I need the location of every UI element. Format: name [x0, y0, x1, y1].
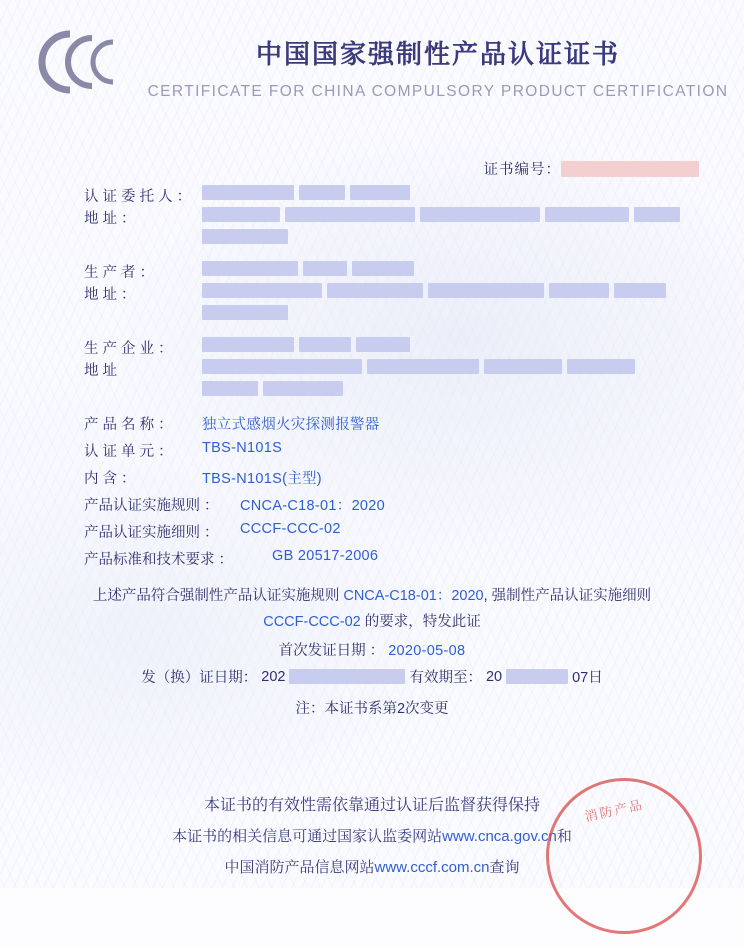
- field-value-applicant-redacted: [202, 185, 410, 200]
- field-row-rule: [0, 494, 744, 515]
- footer-line-validity: 本证书的有效性需依靠通过认证后监督获得保持: [203, 797, 540, 814]
- title-english: CERTIFICATE FOR CHINA COMPULSORY PRODUCT CERTIFICATION: [147, 83, 729, 100]
- field-row-manufacturer-address-cont: [0, 305, 744, 326]
- field-label-factory: 生 产 企 业 ：: [84, 341, 173, 357]
- field-row-contains: [0, 467, 744, 488]
- field-value-factory-address-redacted: [202, 359, 635, 374]
- field-value-product-name: 独立式感烟火灾探测报警器: [202, 417, 380, 433]
- field-label-standard: 产品标准和技术要求 ：: [84, 552, 234, 568]
- field-list: [0, 185, 744, 718]
- issue-date-label: 发（换）证日期：: [141, 670, 258, 686]
- validity-redacted: [506, 669, 568, 684]
- validity-label: 有效期至：: [409, 670, 482, 686]
- field-label-factory-address: 地 址: [84, 363, 118, 379]
- field-label-product-name: 产 品 名 称 ：: [84, 417, 173, 433]
- field-label-applicant: 认 证 委 托 人 ：: [84, 189, 192, 205]
- field-row-manufacturer-address: [0, 283, 744, 304]
- statement-line1-post: , 强制性产品认证实施细则: [483, 588, 652, 604]
- issue-validity-row: [0, 666, 744, 687]
- first-issue-label: 首次发证日期 ：: [278, 643, 385, 659]
- certificate-number-label: 证书编号：: [483, 162, 561, 178]
- field-value-manufacturer-address-redacted: [202, 283, 666, 298]
- issue-date-value-prefix: 202: [261, 668, 286, 685]
- field-row-factory-address-cont: [0, 381, 744, 402]
- first-issue-value: 2020-05-08: [388, 643, 466, 659]
- field-row-standard: [0, 548, 744, 569]
- validity-value-prefix: 20: [485, 668, 503, 685]
- statement-line1-rule: CNCA-C18-01：2020: [343, 588, 484, 604]
- footer-cnca-link[interactable]: www.cnca.gov.cn: [442, 828, 557, 845]
- field-value-applicant-address-cont-redacted: [202, 229, 288, 244]
- ccc-logo: [18, 26, 130, 98]
- field-row-detail: [0, 521, 744, 542]
- footer-cccf-pre: 中国消防产品信息网站: [224, 859, 375, 876]
- field-row-factory: [0, 337, 744, 358]
- statement-line2-detail: CCCF-CCC-02: [263, 614, 361, 630]
- field-row-applicant: [0, 185, 744, 206]
- field-value-factory-redacted: [202, 337, 410, 352]
- field-value-standard: GB 20517-2006: [272, 548, 379, 564]
- issue-date-redacted: [289, 669, 405, 684]
- field-label-applicant-address: 地 址 ：: [84, 211, 136, 227]
- field-label-cert-unit: 认 证 单 元 ：: [84, 444, 173, 460]
- footer-cnca-post: 和: [556, 828, 572, 845]
- field-row-factory-address: [0, 359, 744, 380]
- field-value-factory-address-cont-redacted: [202, 381, 343, 396]
- footer-cnca-pre: 本证书的相关信息可通过国家认监委网站: [172, 828, 443, 845]
- certificate-header: [0, 0, 744, 118]
- field-label-rule: 产品认证实施规则 ：: [84, 498, 219, 514]
- statement-line1-pre: 上述产品符合强制性产品认证实施规则: [92, 588, 340, 604]
- statement-line2-post: 的要求，特发此证: [364, 614, 481, 630]
- footer-cccf-link[interactable]: www.cccf.com.cn: [374, 859, 490, 876]
- seal-text: 消防产品: [583, 796, 646, 825]
- certificate-number-redacted: [561, 161, 699, 177]
- field-row-cert-unit: [0, 440, 744, 461]
- field-value-manufacturer-address-cont-redacted: [202, 305, 288, 320]
- field-value-detail: CCCF-CCC-02: [240, 521, 341, 537]
- amendment-note: 注：本证书系第2次变更: [295, 701, 449, 717]
- title-chinese: 中国国家强制性产品认证证书: [255, 39, 620, 69]
- compliance-statement: [0, 583, 744, 635]
- field-row-applicant-address-cont: [0, 229, 744, 250]
- first-issue-row: [0, 639, 744, 660]
- field-row-product-name: [0, 413, 744, 434]
- field-label-detail: 产品认证实施细则 ：: [84, 525, 219, 541]
- field-row-applicant-address: [0, 207, 744, 228]
- footer-cccf-post: 查询: [489, 859, 520, 876]
- field-value-contains: TBS-N101S(主型): [202, 471, 322, 487]
- field-label-manufacturer: 生 产 者 ：: [84, 265, 155, 281]
- validity-value-suffix: 07日: [572, 670, 603, 686]
- field-value-cert-unit: TBS-N101S: [202, 440, 283, 456]
- field-label-contains: 内 含 ：: [84, 471, 136, 487]
- field-value-applicant-address-redacted: [202, 207, 680, 222]
- title-block: [140, 34, 736, 101]
- certificate-number-row: [0, 158, 744, 179]
- field-value-manufacturer-redacted: [202, 261, 414, 276]
- field-label-manufacturer-address: 地 址 ：: [84, 287, 136, 303]
- field-value-rule: CNCA-C18-01：2020: [240, 498, 386, 514]
- field-row-manufacturer: [0, 261, 744, 282]
